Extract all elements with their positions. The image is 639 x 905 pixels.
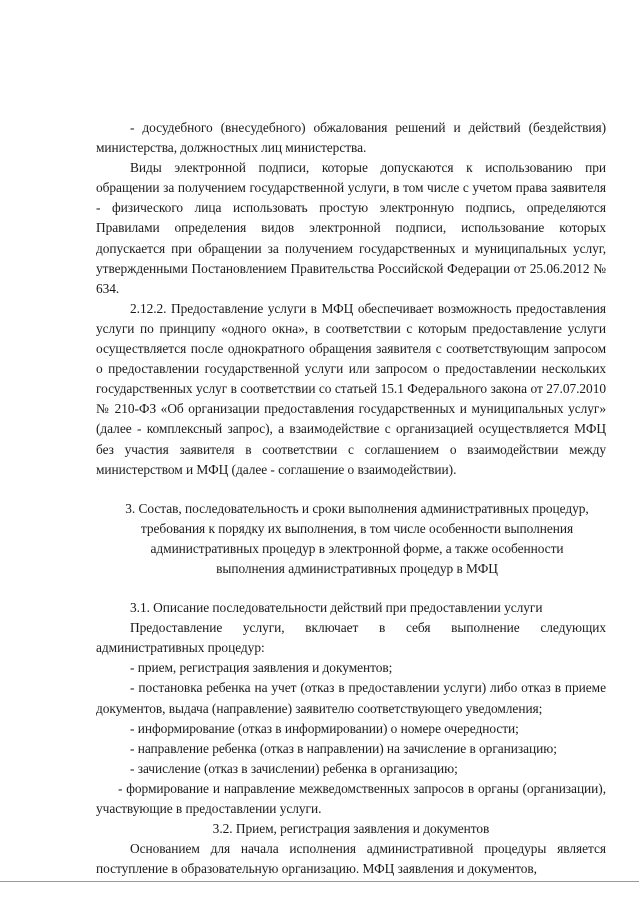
section-3-1-title: 3.1. Описание последовательности действий при предоставлении услуги: [130, 600, 543, 616]
paragraph-electronic-signature: Виды электронной подписи, которые допускаются к использованию при обращении за получением государственной услуги, в том числе с учетом права заявителя - физического лица использовать простую электронную подпись, определяются Правилами определения видов электронной подписи, использование которых допускается при обращении за получением государственных и муниципальных услуг, утвержденными Постановлением Правительства Российской Федерации от 25.06.2012 № 634.: [96, 160, 606, 296]
list-item: - формирование и направление межведомственных запросов в органы (организации), участвующие в предоставлении услуги.: [96, 780, 606, 816]
list-item: - направление ребенка (отказ в направлении) на зачисление в организацию;: [130, 740, 557, 756]
paragraph-mfc-one-window: 2.12.2. Предоставление услуги в МФЦ обеспечивает возможность предоставления услуги по принципу «одного окна», в соответствии с которым предоставление услуги осуществляется после однократного обращения заявителя с соответствующим запросом о предоставлении государственной услуги или запросом о предоставлении нескольких государственных услуг в соответствии со статьей 15.1 Федерального закона от 27.07.2010 № 210-ФЗ «Об организации предоставления государственных и муниципальных услуг» (далее - комплексный запрос), а взаимодействие с организацией осуществляется МФЦ без участия заявителя в соответствии с соглашением о взаимодействии между министерством и МФЦ (далее - соглашение о взаимодействии).: [96, 300, 606, 477]
section-3-heading-block: [96, 499, 606, 579]
list-item: - информирование (отказ в информировании) о номере очередности;: [130, 720, 519, 736]
list-item: - постановка ребенка на учет (отказ в предоставлении услуги) либо отказ в приеме документов, выдача (направление) заявителю соответствующего уведомления;: [96, 680, 606, 716]
section-3-heading: 3. Состав, последовательность и сроки выполнения административных процедур, требования к порядку их выполнения, в том числе особенности выполнения административных процедур в электронной форме, а также особенности выполнения административных процедур в МФЦ: [125, 500, 589, 576]
section-3-1-intro: Предоставление услуги, включает в себя выполнение следующих административных процедур:: [96, 620, 606, 656]
section-3-2-title: 3.2. Прием, регистрация заявления и документов: [212, 821, 490, 837]
paragraph-appeal-item: - досудебного (внесудебного) обжалования решений и действий (бездействия) министерства, должностных лиц министерства.: [96, 120, 606, 156]
document-body: [96, 118, 606, 879]
list-item: - прием, регистрация заявления и документов;: [130, 660, 393, 676]
section-3-1: [96, 598, 606, 819]
page-bottom-rule: [0, 881, 639, 882]
list-item: - зачисление (отказ в зачислении) ребенка в организацию;: [130, 760, 458, 776]
section-3-2-body: Основанием для начала исполнения административной процедуры является поступление в образовательную организацию. МФЦ заявления и документов,: [96, 841, 606, 877]
